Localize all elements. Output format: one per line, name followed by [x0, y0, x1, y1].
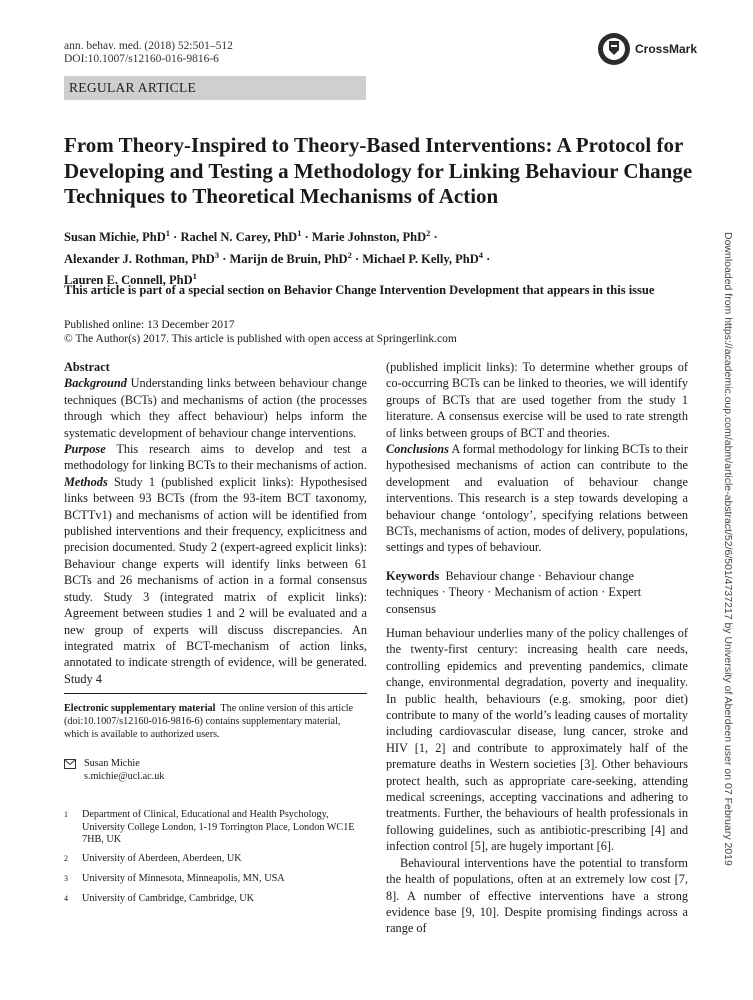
author[interactable]: Susan Michie, PhD$^1$	[64, 228, 171, 244]
conclusions-text: A formal methodology for linking BCTs to their hypothesised mechanisms of action can contribute to the development and evaluation of behaviour change interventions. This research is a step towards developing a behaviour change ‘ontology’, specifying relations between BCTs, mechanisms of action, modes of delivery, populations, settings and types of behaviour.	[386, 442, 688, 555]
publication-info	[64, 318, 457, 346]
esm-label: Electronic supplementary material	[64, 703, 216, 714]
special-section-note: This article is part of a special section on Behavior Change Intervention Development that appears in this issue	[64, 283, 655, 297]
methods-text-continued: (published implicit links): To determine whether groups of co-occurring BCTs can be linked to theories, we will identify groups of BCTs that are used together from the study 1 literature. A consensus exercise will be used to rate strength of links between groups of BCT and theories.	[386, 360, 688, 440]
purpose-label: Purpose	[64, 442, 106, 457]
correspondence-name: Susan Michie	[84, 758, 140, 769]
methods-text: Study 1 (published explicit links): Hypothesised links between 93 BCTs (from the 93-item BCT taxonomy, BCTTv1) and mechanisms of action will be identified from published interventions and their frequency, explicitness and precision documented. Study 2 (expert-agreed explicit links): Behaviour change experts will identify links between 61 BCTs and 26 mechanisms of action in a formal consensus study. Study 3 (integrated matrix of explicit links): Agreement between studies 1 and 2 will be evaluated and a new group of experts will discuss discrepancies. An integrated matrix of BCT-mechanism of action links, annotated to indicate strength of evidence, will be generated. Study 4	[64, 474, 367, 686]
affiliation: 2 University of Aberdeen, Aberdeen, UK	[64, 853, 242, 864]
envelope-icon	[64, 759, 76, 769]
abstract-right	[386, 359, 688, 556]
author[interactable]: Marie Johnston, PhD$^2$	[311, 228, 431, 244]
footnote-divider	[64, 693, 367, 694]
methods-label: Methods	[64, 474, 108, 489]
journal-citation: ann. behav. med. (2018) 52:501–512	[64, 40, 233, 52]
copyright-note: © The Author(s) 2017. This article is published with open access at Springerlink.com	[64, 333, 457, 345]
background-label: Background	[64, 376, 127, 391]
author[interactable]: Lauren E. Connell, PhD$^1$	[64, 271, 197, 287]
supplementary-note	[64, 702, 367, 741]
crossmark-badge[interactable]	[597, 32, 697, 66]
author[interactable]: Marijn de Bruin, PhD$^2$	[229, 249, 352, 266]
keywords-label: Keywords	[386, 569, 440, 583]
purpose-text: This research aims to develop and test a methodology for linking BCTs to their mechanisms of action.	[64, 442, 368, 473]
abstract-left	[64, 359, 367, 687]
author-list: Susan Michie, PhD$^1$ · Rachel N. Carey, PhD$^1$ · Marie Johnston, PhD$^2$ · Alexander J. Rothman, PhD$^3$ · Marijn de Bruin, PhD$^2$ · Michael P. Kelly, PhD$^4$ · Lauren E. Connell, PhD$^1$	[64, 228, 491, 287]
crossmark-label: CrossMark	[635, 42, 698, 56]
introduction	[386, 625, 688, 937]
author[interactable]: Michael P. Kelly, PhD$^4$	[362, 249, 484, 266]
background-text: Understanding links between behaviour change techniques (BCTs) and mechanisms of action (the processes through which they affect behaviour) helps inform the systematic development of behaviour change interventions.	[64, 376, 367, 440]
keywords-list: Behaviour change · Behaviour change techniques · Theory · Mechanism of action · Expert consensus	[386, 569, 642, 616]
correspondence-email[interactable]: s.michie@ucl.ac.uk	[84, 771, 165, 782]
keywords	[386, 568, 688, 617]
crossmark-icon	[597, 32, 631, 66]
esm-text: The online version of this article (doi:10.1007/s12160-016-9816-6) contains supplementary material, which is available to authorized users.	[64, 703, 354, 740]
article-title: From Theory-Inspired to Theory-Based Interventions: A Protocol for Developing and Testing a Methodology for Linking Behaviour Change Techniques to Theoretical Mechanisms of Action	[64, 133, 693, 208]
published-date: Published online: 13 December 2017	[64, 319, 235, 331]
author[interactable]: Rachel N. Carey, PhD$^1$	[180, 228, 302, 244]
affiliation: 4 University of Cambridge, Cambridge, UK	[64, 893, 255, 904]
doi[interactable]: DOI:10.1007/s12160-016-9816-6	[64, 53, 219, 65]
intro-paragraph-2: Behavioural interventions have the potential to transform the health of populations, often at an extremely low cost [7, 8]. A number of effective interventions have a strong evidence base [9, 10]. Despite promising findings across a range of	[386, 855, 688, 936]
author[interactable]: Alexander J. Rothman, PhD$^3$	[64, 249, 220, 266]
affiliation: 3 University of Minnesota, Minneapolis, MN, USA	[64, 873, 285, 884]
affiliation: 1 Department of Clinical, Educational and Health Psychology, University College London, 1-19 Torrington Place, London WC1E 7HB, UK	[64, 809, 355, 845]
article-type: REGULAR ARTICLE	[69, 80, 197, 95]
download-watermark-text: Downloaded from https://academic.oup.com/abm/article-abstract/52/6/501/4737217 by University of Aberdeen user on 07 February 2019	[722, 232, 734, 866]
article-type-band	[64, 76, 366, 100]
intro-paragraph-1: Human behaviour underlies many of the policy challenges of the twenty-first century: increasing health care needs, controlling epidemics and preventing pandemics, climate change, environmental degradation, poverty and inequality. In public health, behaviours (e.g. smoking, poor diet) contribute to many of the world’s leading causes of mortality including cardiovascular disease, lung cancer, stroke and HIV [1, 2] and contribute to approximately half of the premature deaths in Western societies [3]. Other behaviours protect health, such as appropriate care-seeking, attending medical screenings, accepting vaccinations and adhering to treatments. Further, the behaviours of health professionals in following guidelines, such as antibiotic-prescribing [4] and infection control [5], are hugely important [6].	[386, 626, 688, 854]
correspondence	[64, 757, 164, 783]
conclusions-label: Conclusions	[386, 442, 449, 457]
abstract-heading: Abstract	[64, 360, 110, 374]
download-watermark	[716, 232, 738, 866]
